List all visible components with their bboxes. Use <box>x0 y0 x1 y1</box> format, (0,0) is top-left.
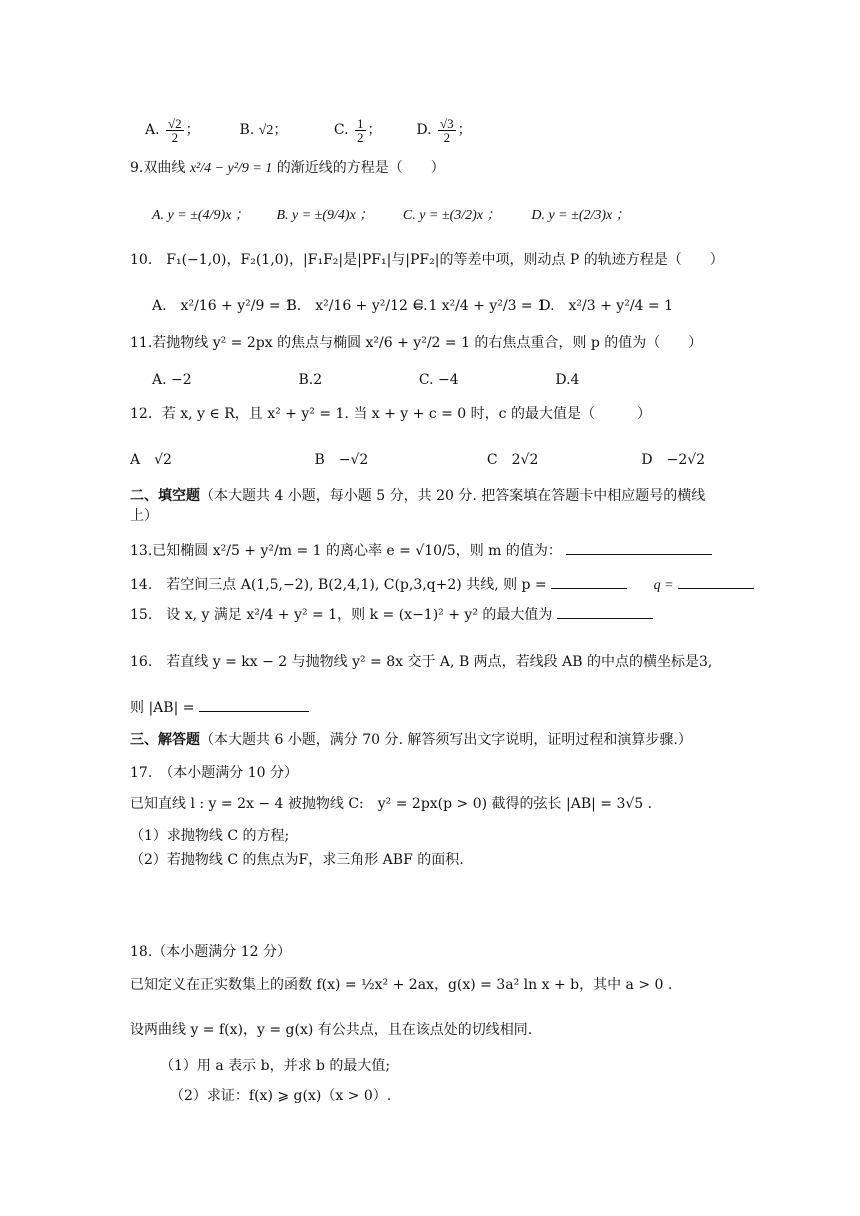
q12-options <box>130 450 705 470</box>
q17-header: 17. （本小题满分 10 分） <box>130 765 298 781</box>
option-value: √2 <box>258 123 274 138</box>
separator: ； <box>273 122 288 138</box>
denominator: 2 <box>171 129 179 145</box>
q9-stem <box>130 158 445 179</box>
q16-stem: 16. 若直线 y = kx − 2 与抛物线 y² = 8x 交于 A, B 两点，若线段 AB 的中点的横坐标是3, <box>130 654 713 670</box>
q10-options <box>152 296 673 316</box>
q8-option-a <box>145 110 235 150</box>
answer-blank-p[interactable] <box>551 574 627 589</box>
section-2-header-cont: 上） <box>130 508 158 524</box>
option-label: D. <box>416 122 432 138</box>
q10-option-b: B. x²/16 + y²/12 = 1 <box>286 298 438 314</box>
q9-option-d: D. y = ±(2/3)x ； <box>531 208 630 223</box>
q9-options <box>152 205 630 226</box>
answer-blank[interactable] <box>199 697 309 712</box>
q10-option-c: C. x²/4 + y²/3 = 1 <box>412 298 547 314</box>
q18-body: 已知定义在正实数集上的函数 f(x) = ½x² + 2ax，g(x) = 3a² ln x + b，其中 a > 0 . <box>130 977 673 993</box>
q12-option-d: D −2√2 <box>641 452 706 468</box>
numerator: √2 <box>168 115 182 131</box>
q9-option-c: C. y = ±(3/2)x ； <box>402 208 501 223</box>
q11-options <box>152 370 579 390</box>
q18-body-2: 设两曲线 y = f(x)，y = g(x) 有公共点，且在该点处的切线相同. <box>130 1022 533 1038</box>
question-text: 则 |AB| = <box>130 700 195 716</box>
q11-option-d: D.4 <box>555 372 580 388</box>
q8-option-c <box>334 110 412 150</box>
numerator: 1 <box>357 115 364 131</box>
question-prefix: 9.双曲线 <box>130 160 186 176</box>
denominator: 2 <box>357 129 364 145</box>
q17-body: 已知直线 l : y = 2x − 4 被抛物线 C: y² = 2px(p > 0) 截得的弦长 |AB| = 3√5 . <box>130 796 653 812</box>
q-label: q = <box>653 578 674 593</box>
q8-option-b <box>239 110 329 151</box>
q9-option-b: B. y = ±(9/4)x ； <box>276 208 374 223</box>
option-label: C. <box>333 122 349 138</box>
section-description: （本大题共 6 小题，满分 70 分. 解答须写出文字说明，证明过程和演算步骤.） <box>200 732 692 748</box>
q10-option-a: A. x²/16 + y²/9 = 1 <box>152 298 294 314</box>
answer-blank[interactable] <box>566 540 712 555</box>
option-label: A. <box>145 122 160 138</box>
fraction <box>438 117 456 144</box>
q17-part-1: （1）求抛物线 C 的方程; <box>130 828 290 844</box>
denominator: 2 <box>443 129 451 145</box>
q11-option-c: C. −4 <box>418 372 459 388</box>
q10-option-d: D. x²/3 + y²/4 = 1 <box>539 298 673 314</box>
answer-blank-q[interactable] <box>678 574 754 589</box>
numerator: √3 <box>440 115 454 131</box>
question-text: 13.已知椭圆 x²/5 + y²/m = 1 的离心率 e = √10/5，则 m 的值为： <box>130 543 562 559</box>
q8-options <box>145 110 472 150</box>
q11-stem: 11.若抛物线 y² = 2px 的焦点与椭圆 x²/6 + y²/2 = 1 的右焦点重合，则 p 的值为（ ） <box>130 335 703 351</box>
question-suffix: 的渐近线的方程是（ ） <box>276 160 445 176</box>
separator: ； <box>367 122 382 138</box>
fraction <box>355 117 366 144</box>
question-text: 15. 设 x, y 满足 x²/4 + y² = 1，则 k = (x−1)² + y² 的最大值为 <box>130 607 553 623</box>
q10-stem: 10. F₁(−1,0)，F₂(1,0)，|F₁F₂|是|PF₁|与|PF₂|的等差中项，则动点 P 的轨迹方程是（ ） <box>130 252 724 268</box>
q8-option-d <box>416 110 471 150</box>
separator: ； <box>457 122 472 138</box>
question-text: 14. 若空间三点 A(1,5,−2), B(2,4,1), C(p,3,q+2) 共线, 则 p = <box>130 577 547 593</box>
q18-header: 18.（本小题满分 12 分） <box>130 944 291 960</box>
q12-option-b: B −√2 <box>314 452 369 468</box>
section-2-header <box>130 486 705 506</box>
option-label: B. <box>239 122 255 138</box>
q18-part-2: （2）求证：f(x) ⩾ g(x)（x > 0）. <box>170 1088 392 1104</box>
section-3-header <box>130 730 692 750</box>
q16-stem-cont <box>130 697 309 718</box>
q12-stem: 12．若 x, y ∈ R，且 x² + y² = 1. 当 x + y + c = 0 时，c 的最大值是（ ） <box>130 406 651 422</box>
q18-part-1: （1）用 a 表示 b，并求 b 的最大值; <box>160 1058 391 1074</box>
q13-stem <box>130 540 712 561</box>
q17-part-2: （2）若抛物线 C 的焦点为F，求三角形 ABF 的面积. <box>130 852 464 868</box>
section-title: 三、解答题 <box>130 732 200 748</box>
q15-stem <box>130 604 653 625</box>
equation: x²/4 − y²/9 = 1 <box>189 161 273 176</box>
q11-option-a: A. −2 <box>152 372 192 388</box>
fraction <box>166 117 184 144</box>
answer-blank[interactable] <box>557 604 653 619</box>
separator: ； <box>185 122 200 138</box>
section-title: 二、填空题 <box>130 488 200 504</box>
q9-option-a: A. y = ±(4/9)x ； <box>152 208 249 223</box>
q11-option-b: B.2 <box>298 372 323 388</box>
q12-option-c: C 2√2 <box>486 452 539 468</box>
q12-option-a: A √2 <box>130 452 172 468</box>
q14-stem <box>130 574 754 596</box>
section-description: （本大题共 4 小题，每小题 5 分，共 20 分. 把答案填在答题卡中相应题号的横线 <box>200 488 706 504</box>
